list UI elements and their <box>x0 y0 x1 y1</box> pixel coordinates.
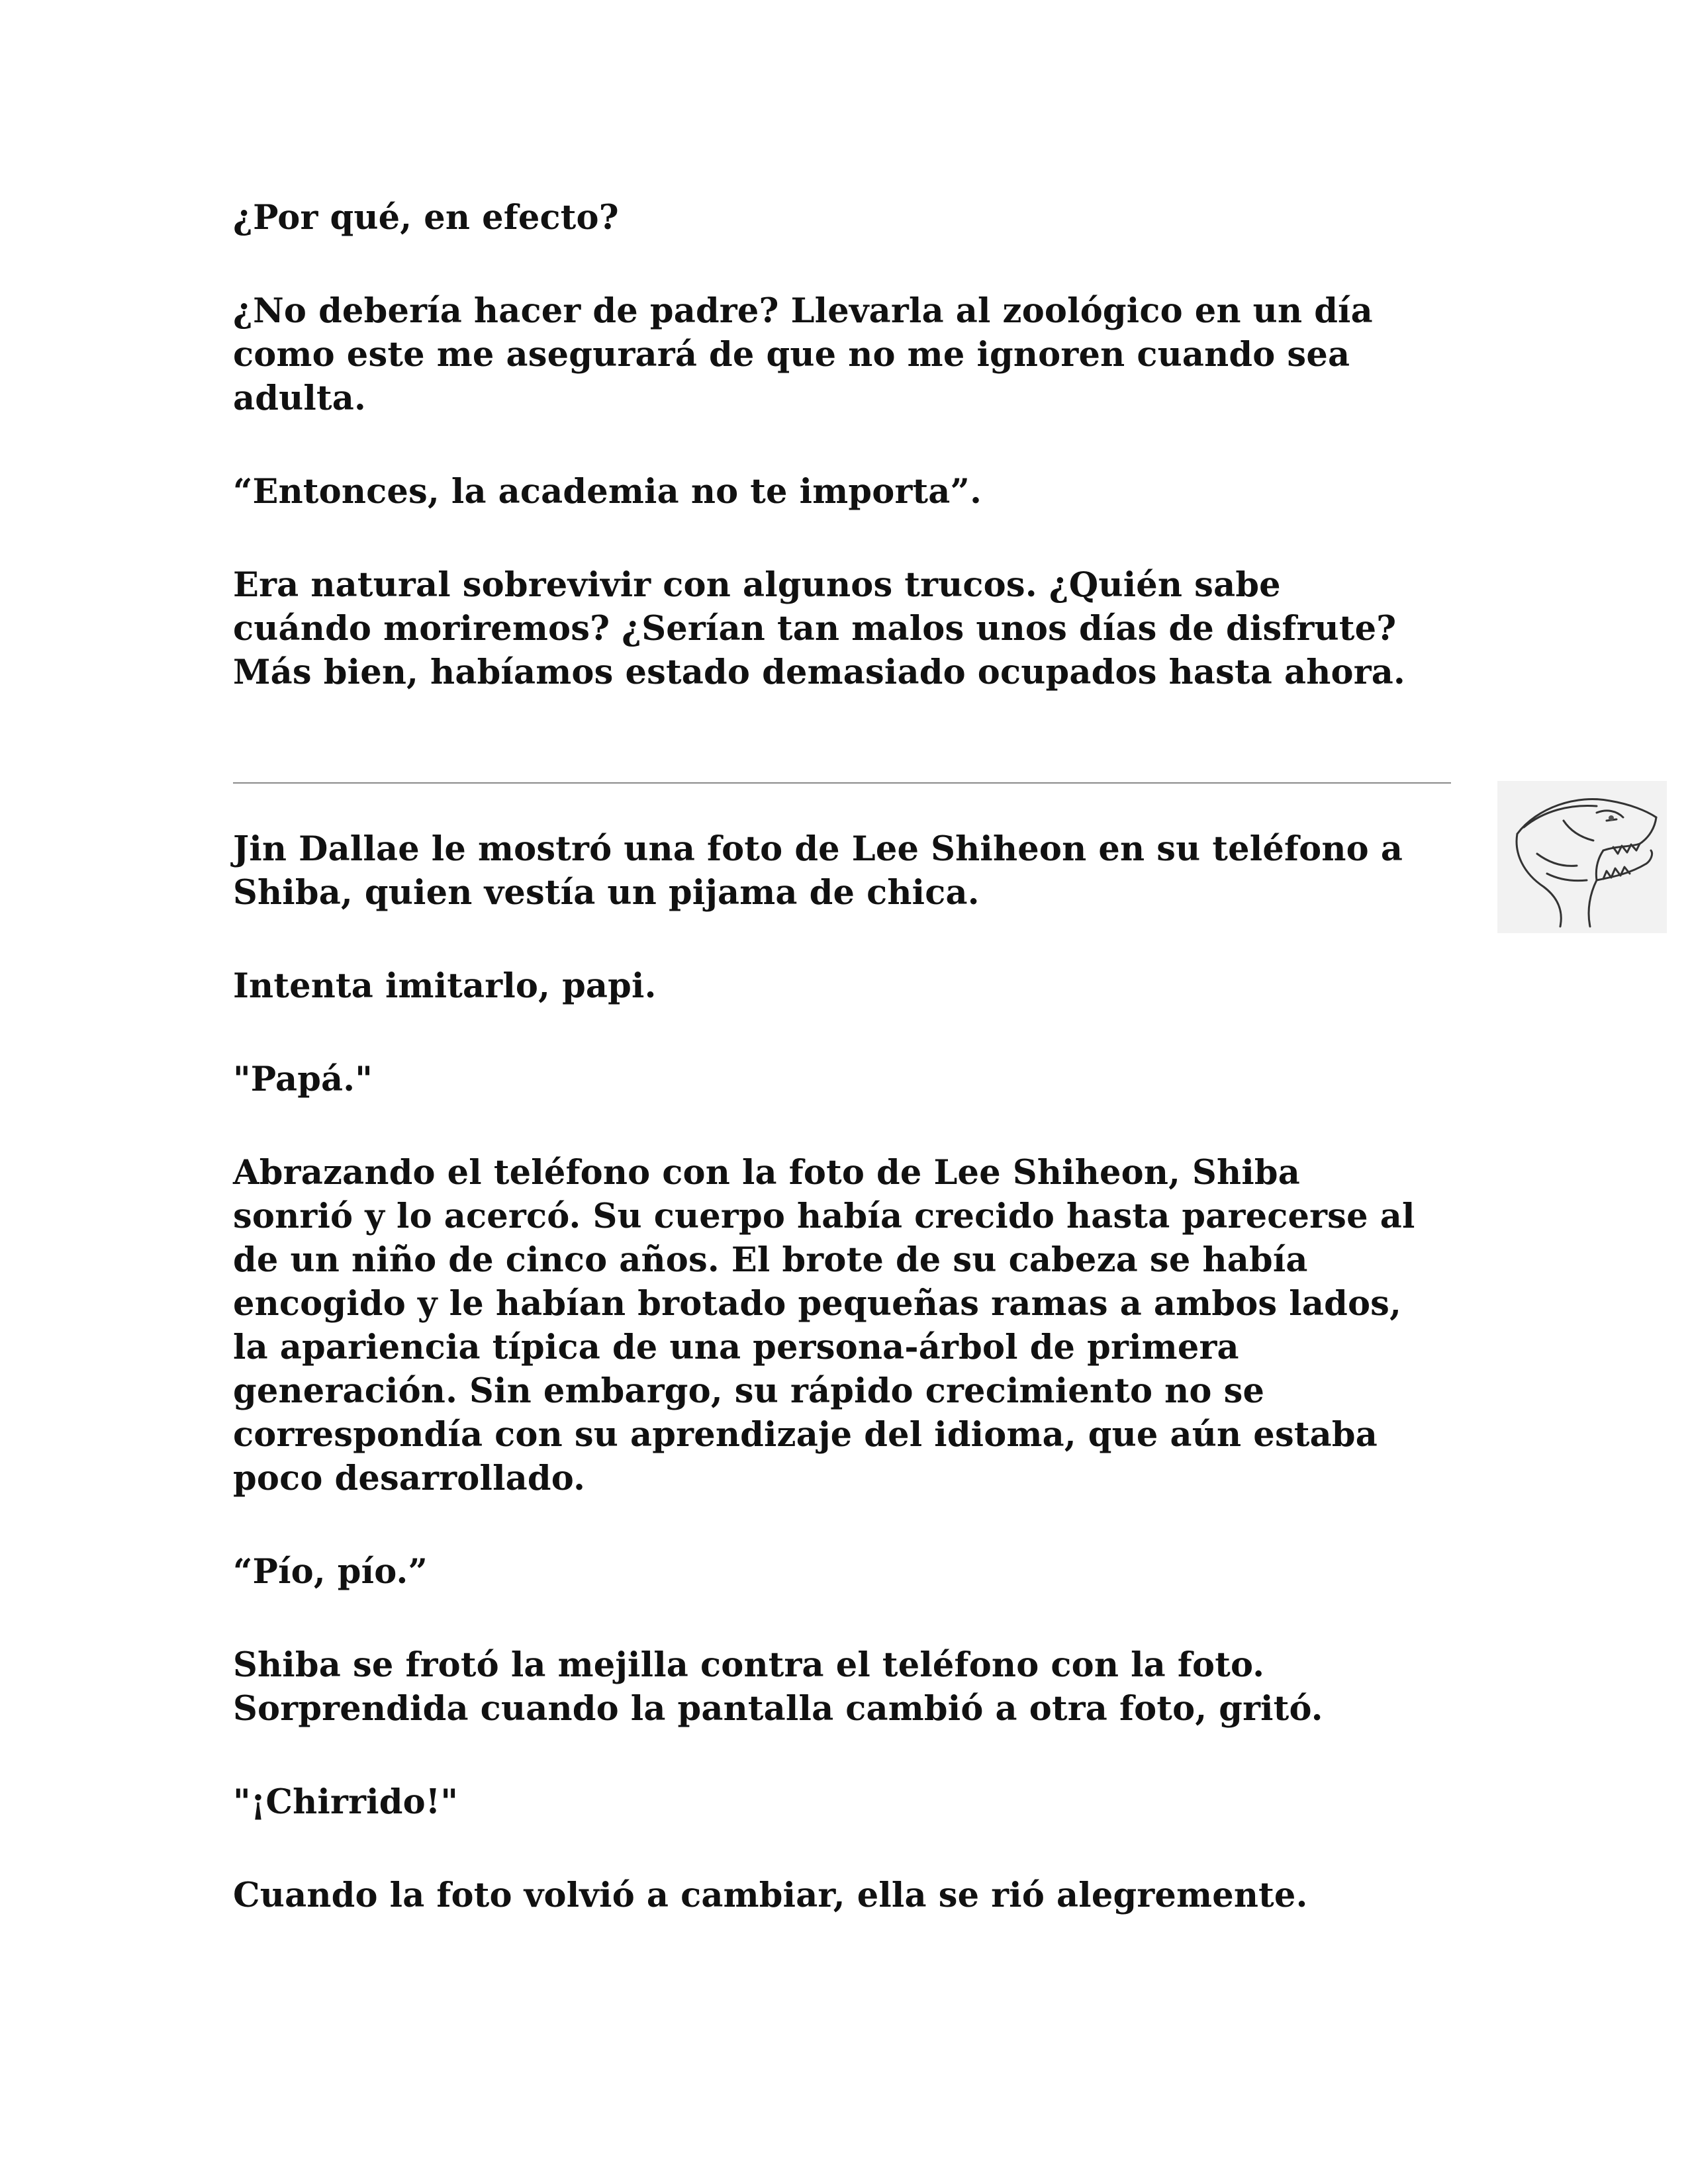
paragraph: "¡Chirrido!" <box>233 1782 459 1822</box>
paragraph: Intenta imitarlo, papi. <box>233 966 657 1006</box>
paragraph: “Entonces, la academia no te importa”. <box>233 472 982 512</box>
paragraph: Jin Dallae le mostró una foto de Lee Shiheon en su teléfono a Shiba, quien vestía un pijama de chica. <box>233 829 1403 913</box>
paragraph: Era natural sobrevivir con algunos trucos. ¿Quién sabe cuándo moriremos? ¿Serían tan malos unos días de disfrute? Más bien, habíamos estado demasiado ocupados hasta ahora. <box>233 565 1405 692</box>
paragraph: “Pío, pío.” <box>233 1552 428 1592</box>
paragraph: ¿Por qué, en efecto? <box>233 198 619 238</box>
dinosaur-head-icon <box>1497 781 1667 933</box>
paragraph: ¿No debería hacer de padre? Llevarla al zoológico en un día como este me asegurará de que no me ignoren cuando sea adulta. <box>233 291 1373 418</box>
text-section-1 <box>233 196 1451 744</box>
text-section-2 <box>233 827 1451 1967</box>
paragraph: "Papá." <box>233 1060 373 1099</box>
paragraph: Abrazando el teléfono con la foto de Lee Shiheon, Shiba sonrió y lo acercó. Su cuerpo había crecido hasta parecerse al de un niño de cinco años. El brote de su cabeza se había encogido y le habían brotado pequeñas ramas a ambos lados, la apariencia típica de una persona-árbol de primera generación. Sin embargo, su rápido crecimiento no se correspondía con su aprendizaje del idioma, que aún estaba poco desarrollado. <box>233 1153 1415 1498</box>
paragraph: Shiba se frotó la mejilla contra el teléfono con la foto. Sorprendida cuando la pantalla cambió a otra foto, gritó. <box>233 1645 1323 1729</box>
paragraph: Cuando la foto volvió a cambiar, ella se rió alegremente. <box>233 1876 1308 1915</box>
section-divider <box>233 782 1451 784</box>
